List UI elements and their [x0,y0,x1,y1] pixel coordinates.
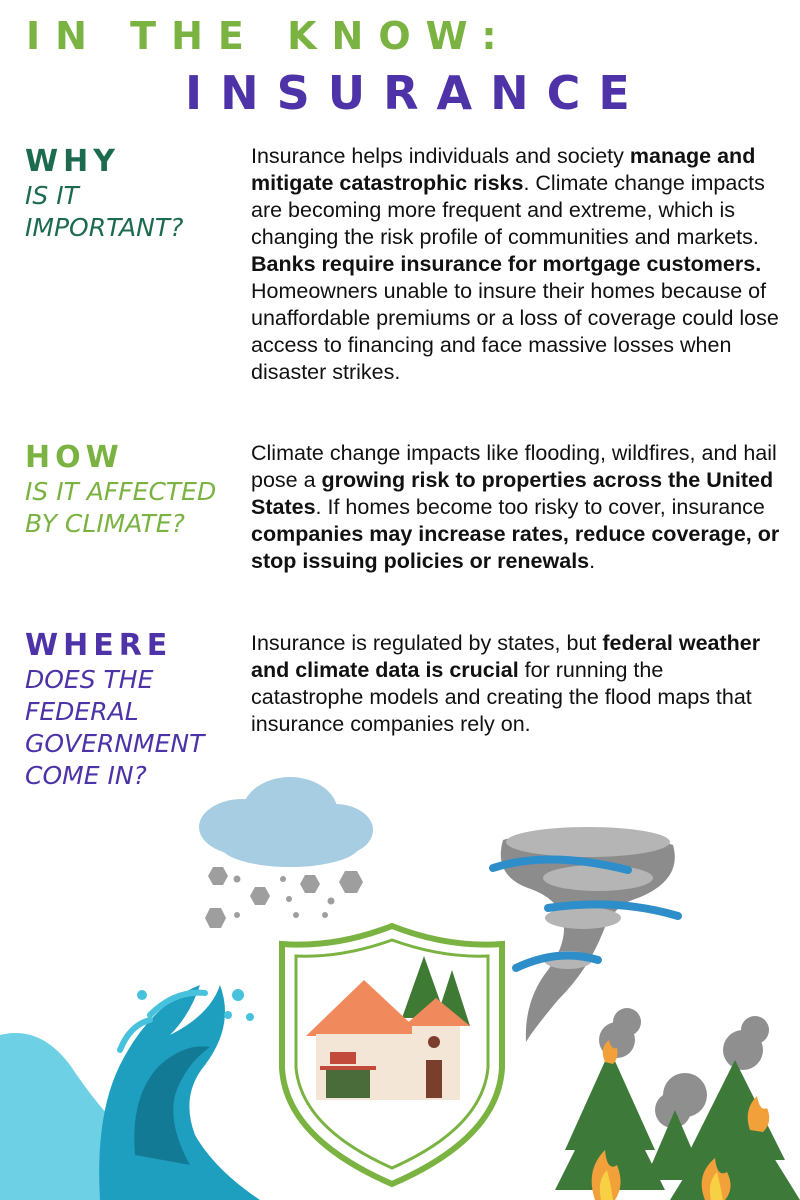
how-heading-block [25,442,235,540]
where-subheading-line: GOVERNMENT [25,729,205,758]
hail-cloud-icon [195,775,385,940]
paragraph-run-bold: Banks require insurance for mortgage customers. [251,252,762,276]
why-heading-block [25,146,235,244]
paragraph-run: Climate change impacts like flooding, wildfires, and hail pose a [251,441,777,492]
paragraph-run: Homeowners unable to insure their homes because of unaffordable premiums or a loss of coverage could lose access to financing and face massive losses when disaster strikes. [251,279,779,384]
page-title: INSURANCE [185,66,648,120]
paragraph-run-bold: federal weather and climate data is crucial [251,631,761,682]
how-paragraph [251,440,781,575]
header-kicker: IN THE KNOW: [26,14,512,58]
paragraph-run: Insurance is regulated by states, but [251,631,603,655]
why-heading: WHY [25,144,120,179]
where-heading: WHERE [25,628,173,663]
why-subheading-line: IS IT [25,181,79,210]
house-shield-icon [276,918,508,1190]
paragraph-run-bold: manage and mitigate catastrophic risks [251,144,756,195]
paragraph-run: . Climate change impacts are becoming more frequent and extreme, which is changing the risk profile of communities and markets. [251,171,765,249]
paragraph-run-bold: companies may increase rates, reduce coverage, or stop issuing policies or renewals [251,522,780,573]
why-subheading-line: IMPORTANT? [25,213,184,242]
paragraph-run: . [589,549,596,573]
where-subheading-line: DOES THE [25,665,154,694]
where-heading-block [25,630,235,792]
paragraph-run: . If homes become too risky to cover, insurance [315,495,765,519]
where-subheading-line: COME IN? [25,761,147,790]
paragraph-run: Insurance helps individuals and society [251,144,630,168]
how-subheading-line: IS IT AFFECTED [25,477,217,506]
where-subheading [25,664,235,792]
where-paragraph [251,630,781,738]
how-subheading-line: BY CLIMATE? [25,509,185,538]
wave-icon [0,955,300,1200]
paragraph-run: for running the catastrophe models and creating the flood maps that insurance companies rely on. [251,658,752,736]
why-subheading [25,180,235,244]
why-paragraph [251,143,781,386]
how-heading: HOW [25,440,124,475]
where-subheading-line: FEDERAL [25,697,139,726]
how-subheading [25,476,235,540]
wildfire-trees-icon [555,1000,800,1200]
paragraph-run-bold: growing risk to properties across the United States [251,468,774,519]
